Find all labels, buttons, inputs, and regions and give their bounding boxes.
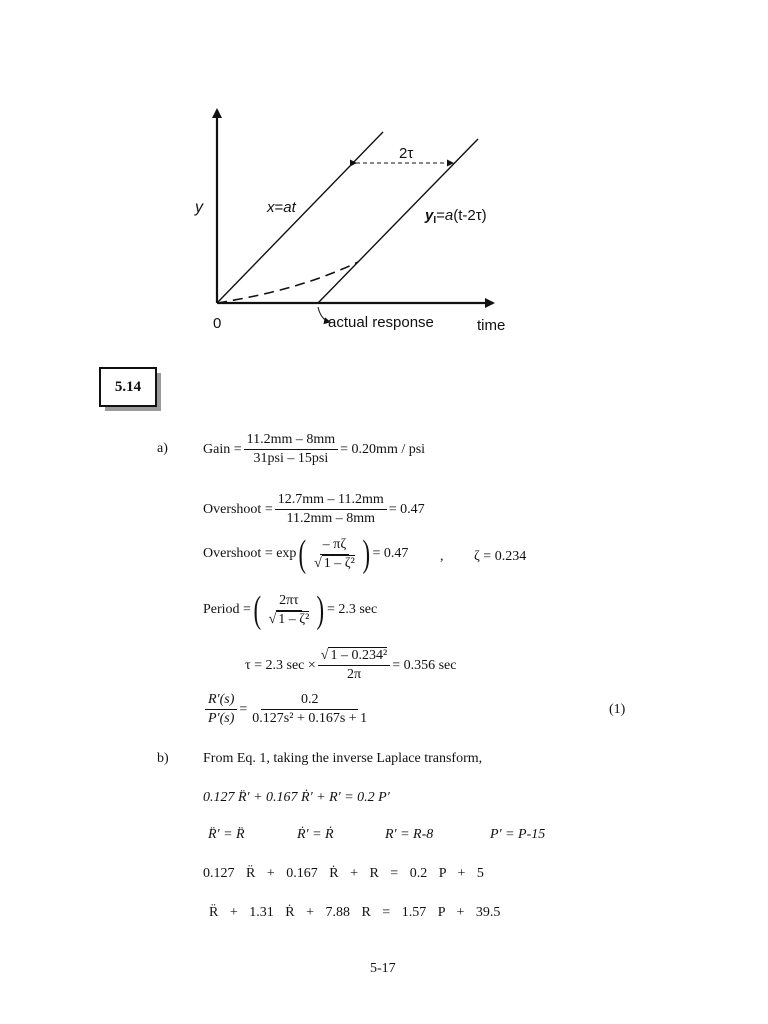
tf-rhs-fraction [249, 692, 370, 727]
deviation-p: P′ = P-15 [490, 827, 546, 842]
tau-denominator: 2π [346, 667, 362, 682]
overshoot-lhs: Overshoot = [203, 501, 273, 517]
tf-lhs-fraction [205, 692, 237, 727]
tf-numerator: 0.2 [261, 692, 359, 710]
overshoot-exp-fraction [311, 537, 358, 572]
deviation-r: R′ = R-8 [385, 827, 434, 842]
period-rhs: = 2.3 sec [326, 602, 378, 617]
y-axis-label: y [195, 199, 203, 216]
period-numerator: 2πτ [276, 593, 302, 611]
delay-response-figure [180, 100, 520, 340]
tau-fraction [318, 648, 390, 683]
overshoot-rhs: = 0.47 [388, 501, 425, 517]
x-axis-label: time [477, 317, 506, 334]
overshoot-fraction [275, 492, 387, 527]
actual-response-label: actual response [328, 314, 434, 331]
period-lhs: Period = [203, 602, 251, 617]
page-number: 5-17 [370, 961, 396, 976]
gain-numerator: 11.2mm – 8mm [244, 432, 339, 450]
period-denominator: √ 1 – ζ² [268, 611, 310, 627]
period-equation [203, 591, 377, 629]
gain-equation [203, 432, 425, 467]
part-b-label: b) [157, 751, 169, 766]
ramp-input-line [217, 132, 383, 303]
gain-rhs: = 0.20mm / psi [340, 441, 426, 457]
deviation-second-derivative: R̈′ = R̈ [208, 827, 245, 842]
part-a-label: a) [157, 441, 168, 456]
ode-normalized-equation: R̈ + 1.31 Ṙ + 7.88 R = 1.57 P + 39.5 [209, 905, 501, 920]
gain-fraction [244, 432, 339, 467]
comma: , [440, 549, 444, 564]
overshoot-exp-rhs: = 0.47 [372, 546, 409, 561]
tau-numerator: √ 1 – 0.234² [318, 648, 390, 666]
left-paren: ( [298, 533, 307, 575]
deviation-first-derivative: Ṙ′ = Ṙ [297, 827, 334, 842]
overshoot-exp-denominator: √ 1 – ζ² [314, 555, 355, 571]
part-b-intro: From Eq. 1, taking the inverse Laplace transform, [203, 751, 483, 766]
gain-lhs: Gain = [203, 441, 242, 457]
left-paren: ( [253, 589, 262, 631]
overshoot-numerator: 12.7mm – 11.2mm [275, 492, 387, 510]
tf-denominator: 0.127s² + 0.167s + 1 [252, 711, 368, 726]
ode-absolute-equation: 0.127 R̈ + 0.167 Ṙ + R = 0.2 P + 5 [203, 866, 484, 881]
section-number: 5.14 [99, 367, 157, 407]
right-paren: ) [316, 589, 325, 631]
ode-deviation-equation: 0.127 R̈′ + 0.167 Ṙ′ + R′ = 0.2 P′ [203, 790, 390, 805]
tau-radicand: 1 – 0.234² [330, 648, 388, 663]
overshoot-exp-numerator: – πζ [320, 537, 349, 555]
ramp-label: x=at [267, 199, 296, 216]
overshoot-exp-radicand: 1 – ζ² [323, 555, 355, 571]
tau-rhs: = 0.356 sec [392, 657, 457, 673]
period-radicand: 1 – ζ² [278, 611, 310, 627]
tau-lhs: τ = 2.3 sec × [245, 657, 316, 673]
period-fraction [266, 593, 313, 628]
tf-lhs-denominator: P′(s) [208, 711, 235, 726]
actual-response-curve [217, 262, 358, 303]
delay-label: 2τ [399, 145, 414, 162]
overshoot-exp-equation [203, 535, 408, 573]
tau-equation [245, 648, 456, 683]
overshoot-exp-lhs: Overshoot = exp [203, 546, 297, 561]
zeta-result: ζ = 0.234 [474, 549, 527, 564]
gain-denominator: 31psi – 15psi [253, 451, 329, 466]
tf-lhs-numerator: R′(s) [205, 692, 237, 710]
equation-number: (1) [609, 702, 626, 717]
origin-label: 0 [213, 315, 222, 332]
delayed-label: $y_I=a(t-2\tau)$ [425, 207, 487, 226]
right-paren: ) [362, 533, 370, 575]
overshoot-denominator: 11.2mm – 8mm [286, 511, 376, 526]
transfer-function-equation [203, 692, 372, 727]
tf-equals: = [239, 701, 248, 717]
overshoot-ratio-equation [203, 492, 425, 527]
